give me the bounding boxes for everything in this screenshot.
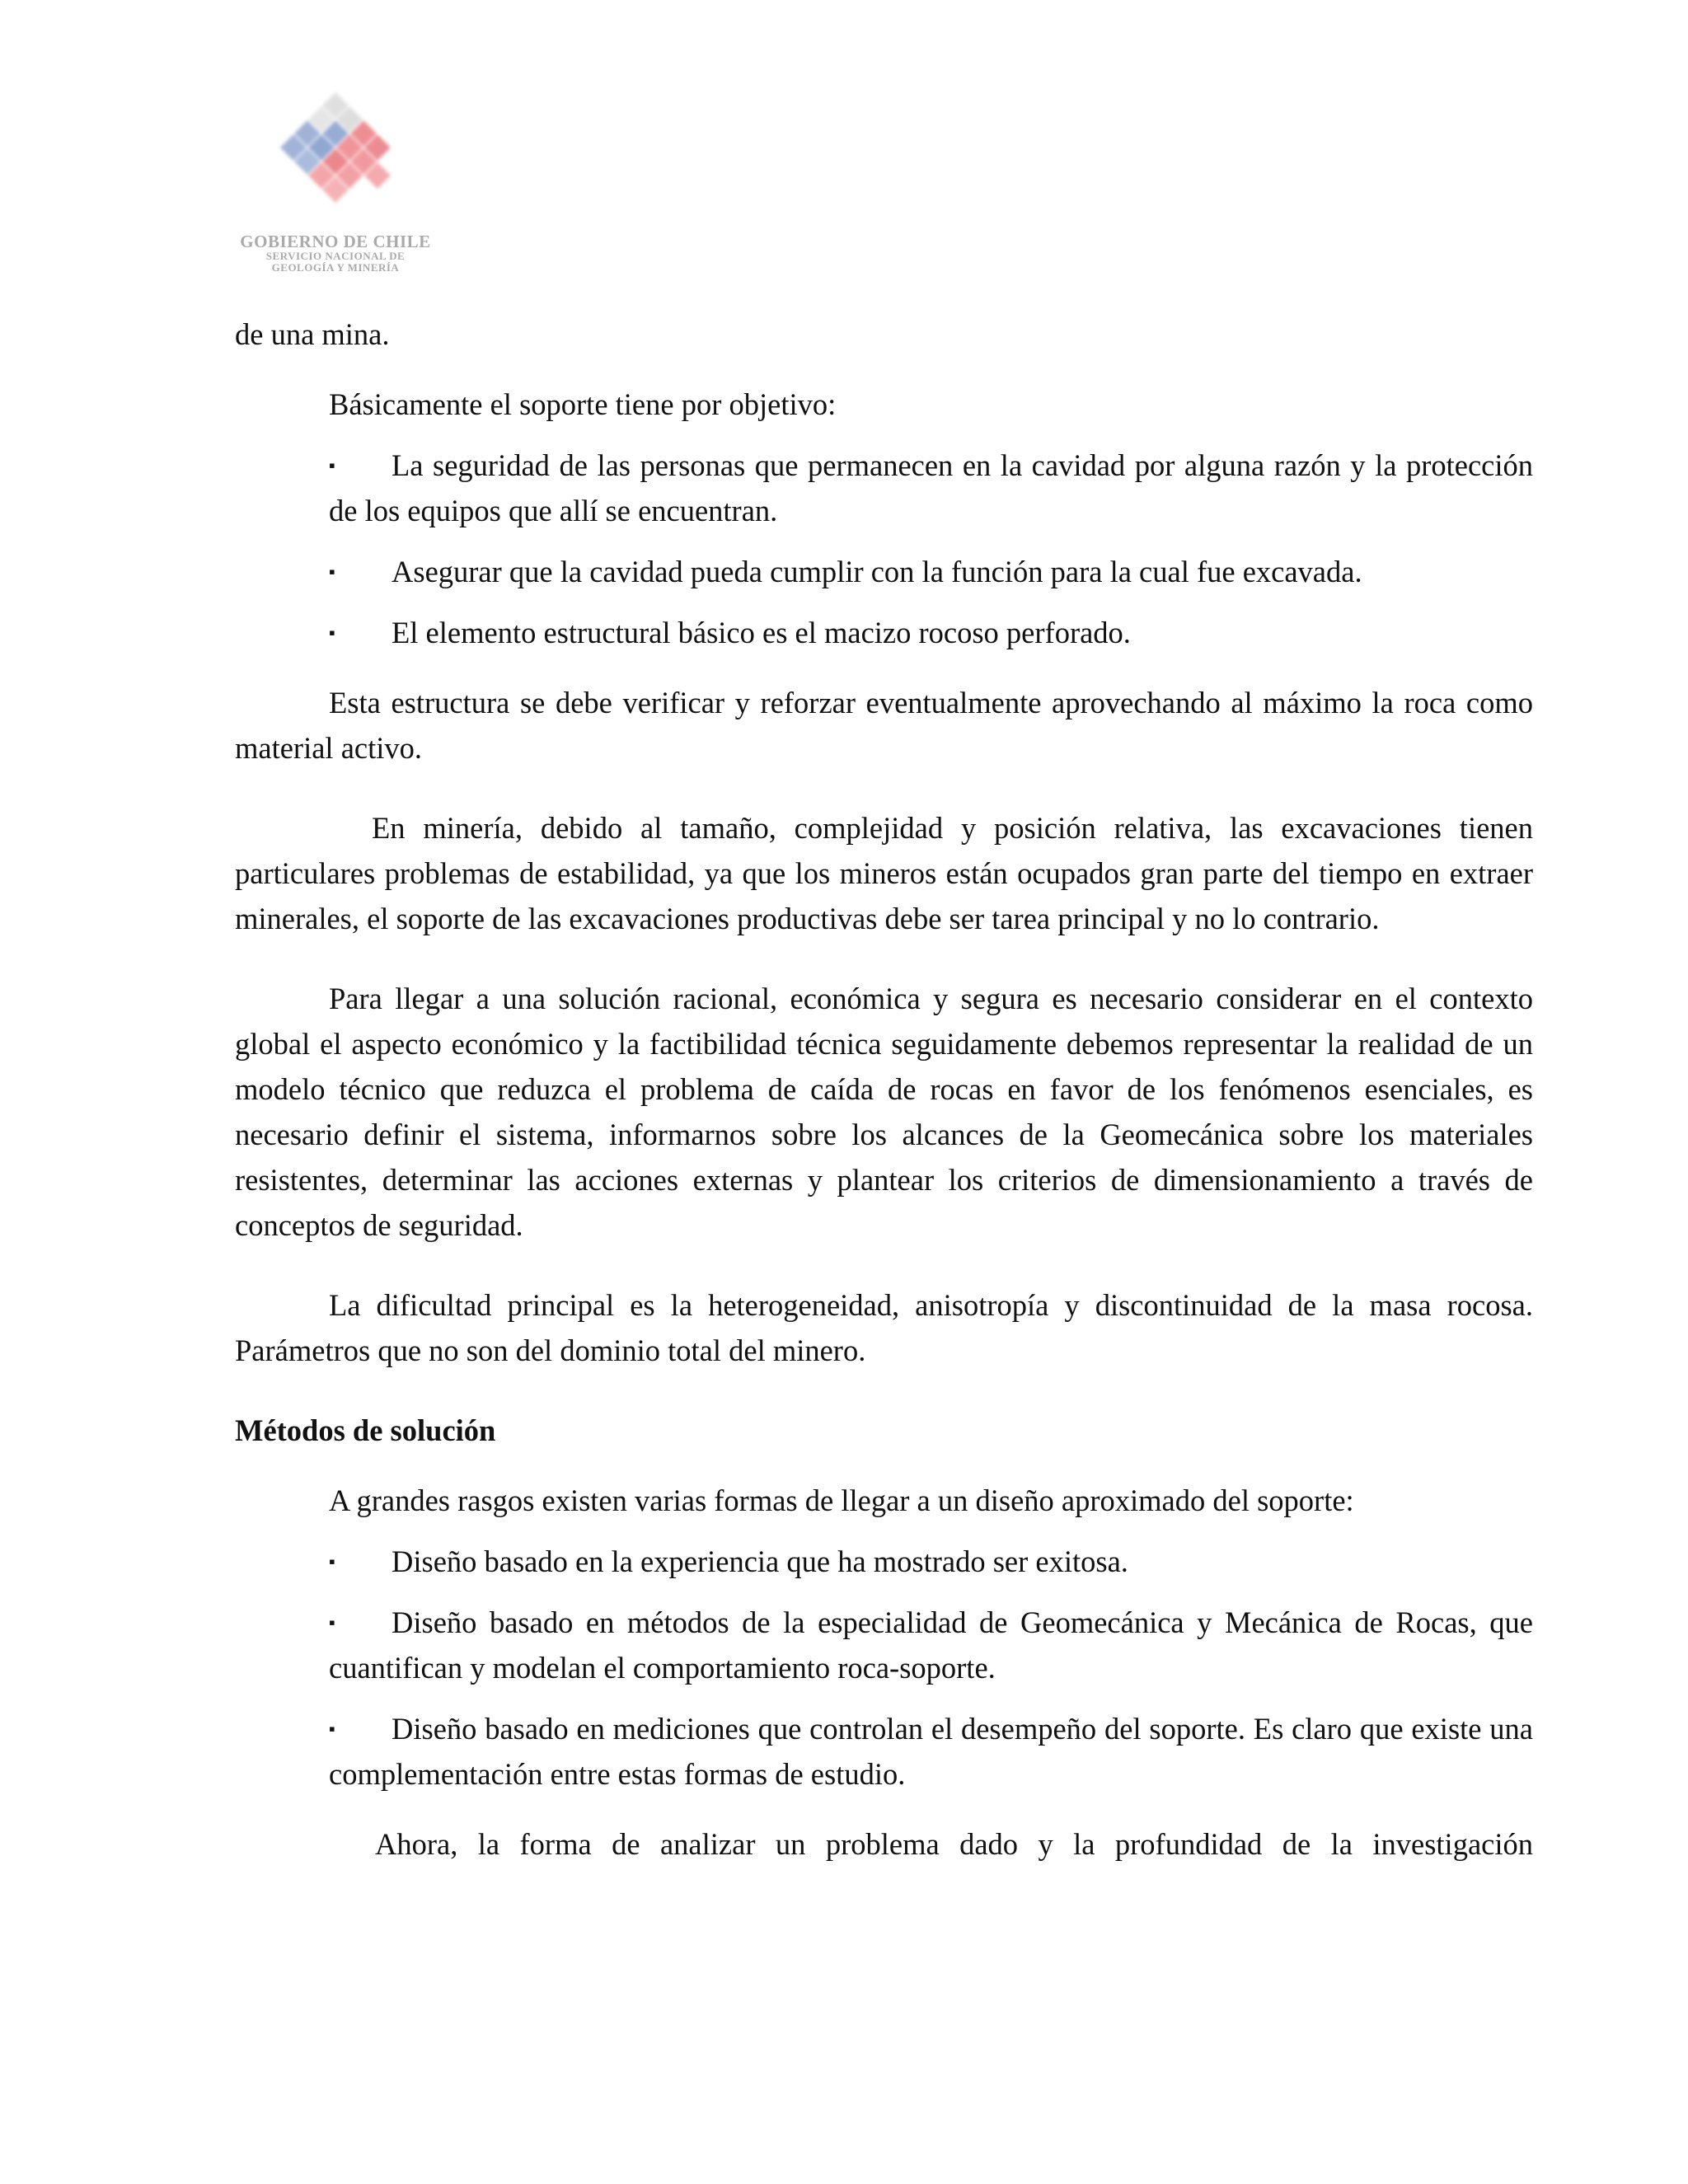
- bullet-text: Diseño basado en métodos de la especialidad de Geomecánica y Mecánica de Rocas, que cuantifican y modelan el comportamiento roca-soporte.: [329, 1605, 1533, 1685]
- paragraph-objective-intro: Básicamente el soporte tiene por objetivo:: [329, 387, 837, 421]
- bullet-text: Asegurar que la cavidad pueda cumplir con la función para la cual fue excavada.: [392, 555, 1362, 588]
- bullet-item: [329, 1706, 1533, 1797]
- government-logo: [232, 89, 438, 287]
- paragraph-methods-intro: A grandes rasgos existen varias formas de llegar a un diseño aproximado del soporte:: [329, 1483, 1354, 1517]
- logo-line-2: SERVICIO NACIONAL DE: [265, 250, 406, 263]
- diamond-mosaic-icon: [265, 89, 406, 229]
- bullet-marker: ▪: [329, 1612, 335, 1633]
- bullet-marker: ▪: [329, 455, 335, 476]
- bullet-text: Diseño basado en mediciones que controlan el desempeño del soporte. Es claro que existe una complementación entre estas formas de estudio.: [329, 1712, 1533, 1791]
- paragraph-continuation: de una mina.: [235, 317, 390, 351]
- bullet-item: [329, 1600, 1533, 1690]
- paragraph-structure: Esta estructura se debe verificar y reforzar eventualmente aprovechando al máximo la roca como material activo.: [235, 686, 1533, 765]
- bullet-item: [329, 1539, 1533, 1584]
- bullet-marker: ▪: [329, 622, 335, 643]
- paragraph-difficulty: La dificultad principal es la heterogeneidad, anisotropía y discontinuidad de la masa rocosa. Parámetros que no son del dominio total del minero.: [235, 1288, 1533, 1367]
- logo-line-1: GOBIERNO DE CHILE: [240, 232, 431, 251]
- bullet-item: [329, 443, 1533, 533]
- logo-caption: [232, 232, 438, 273]
- bullet-text: El elemento estructural básico es el macizo rocoso perforado.: [392, 616, 1131, 649]
- paragraph-analysis: Ahora, la forma de analizar un problema dado y la profundidad de la investigación: [375, 1827, 1533, 1861]
- bullet-marker: ▪: [329, 561, 335, 582]
- section-heading: Métodos de solución: [235, 1413, 496, 1447]
- bullet-item: [329, 549, 1533, 594]
- logo-line-3: GEOLOGÍA Y MINERÍA: [271, 260, 400, 274]
- bullet-marker: ▪: [329, 1551, 335, 1572]
- paragraph-mining: En minería, debido al tamaño, complejidad y posición relativa, las excavaciones tienen particulares problemas de estabilidad, ya que los mineros están ocupados gran parte del tiempo en extraer minerales, el soporte de las excavaciones productivas debe ser tarea principal y no lo contrario.: [235, 811, 1533, 935]
- document-body: [235, 312, 1533, 1867]
- bullet-text: Diseño basado en la experiencia que ha mostrado ser exitosa.: [392, 1544, 1128, 1578]
- bullet-text: La seguridad de las personas que permanecen en la cavidad por alguna razón y la protección de los equipos que allí se encuentran.: [329, 448, 1533, 527]
- paragraph-rational-solution: Para llegar a una solución racional, económica y segura es necesario considerar en el contexto global el aspecto económico y la factibilidad técnica seguidamente debemos representar la realidad de un modelo técnico que reduzca el problema de caída de rocas en favor de los fenómenos esenciales, es necesario definir el sistema, informarnos sobre los alcances de la Geomecánica sobre los materiales resistentes, determinar las acciones externas y plantear los criterios de dimensionamiento a través de conceptos de seguridad.: [235, 982, 1533, 1242]
- bullet-item: [329, 610, 1533, 655]
- bullet-marker: ▪: [329, 1718, 335, 1739]
